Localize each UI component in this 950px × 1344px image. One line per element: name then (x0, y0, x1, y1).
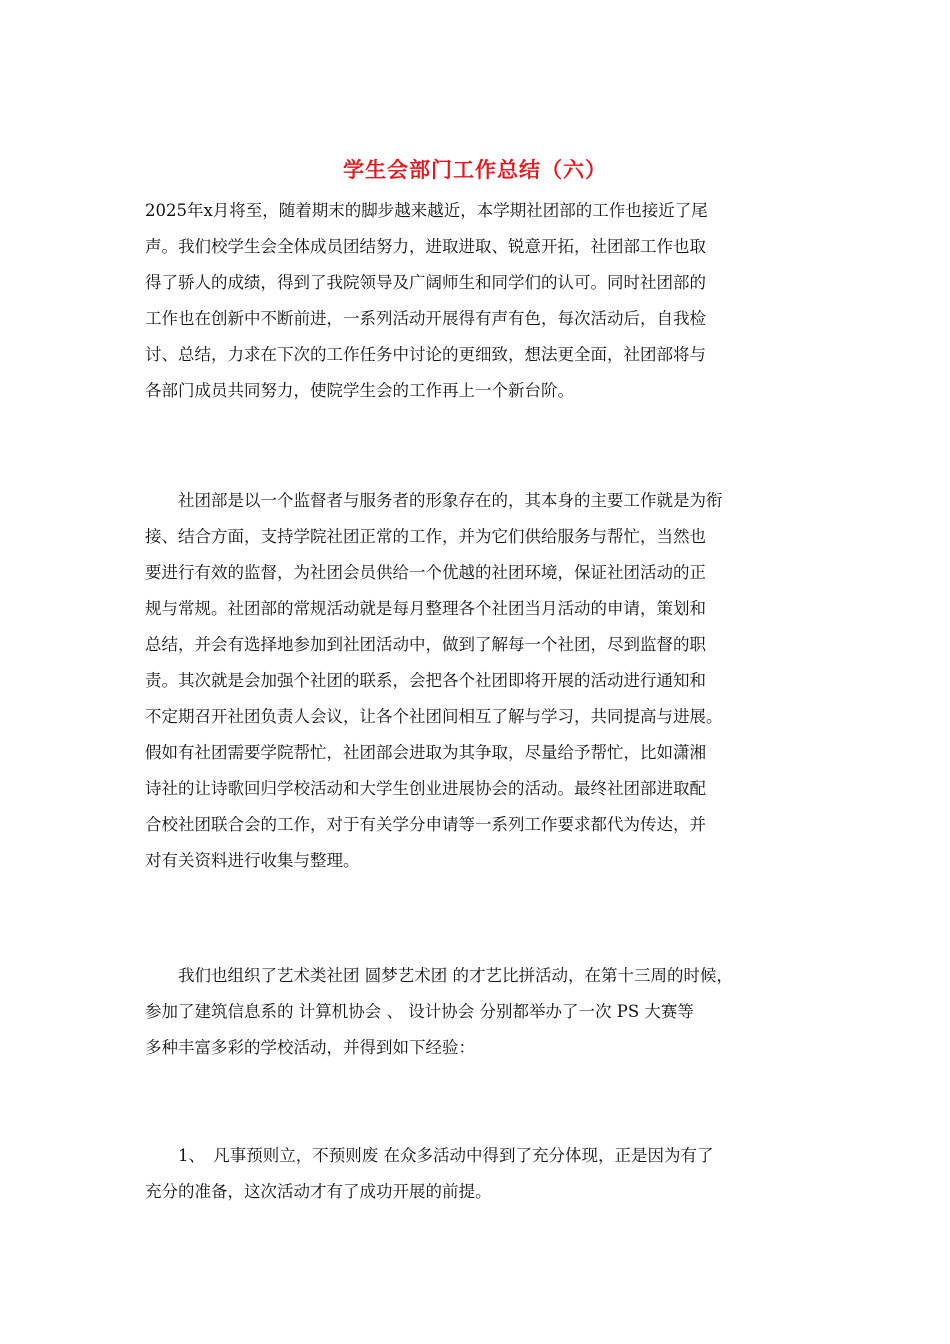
paragraph-2 (145, 483, 825, 879)
paragraph-line: 声。我们校学生会全体成员团结努力，进取进取、锐意开拓，社团部工作也取 (145, 237, 706, 256)
paragraph-line: 讨、总结，力求在下次的工作任务中讨论的更细致，想法更全面，社团部将与 (145, 345, 706, 364)
paragraph-line: 规与常规。社团部的常规活动就是每月整理各个社团当月活动的申请，策划和 (145, 599, 706, 618)
paragraph-line: 社团部是以一个监督者与服务者的形象存在的，其本身的主要工作就是为衔 (145, 491, 723, 510)
paragraph-line: 参加了建筑信息系的 计算机协会 、 设计协会 分别都举办了一次 PS 大赛等 (145, 1002, 694, 1021)
paragraph-line: 1、 凡事预则立，不预则废 在众多活动中得到了充分体现，正是因为有了 (145, 1146, 714, 1165)
paragraph-line: 多种丰富多彩的学校活动，并得到如下经验： (145, 1038, 475, 1057)
paragraph-4 (145, 1138, 825, 1210)
paragraph-line: 我们也组织了艺术类社团 圆梦艺术团 的才艺比拼活动，在第十三周的时候， (145, 966, 733, 985)
document-title: 学生会部门工作总结（六） (343, 157, 607, 182)
paragraph-line: 假如有社团需要学院帮忙，社团部会进取为其争取，尽量给予帮忙，比如潇湘 (145, 743, 706, 762)
paragraph-line: 不定期召开社团负责人会议，让各个社团间相互了解与学习，共同提高与进展。 (145, 707, 723, 726)
paragraph-line: 2025年x月将至，随着期末的脚步越来越近，本学期社团部的工作也接近了尾 (145, 201, 708, 220)
paragraph-line: 要进行有效的监督，为社团会员供给一个优越的社团环境，保证社团活动的正 (145, 563, 706, 582)
paragraph-line: 工作也在创新中不断前进，一系列活动开展得有声有色，每次活动后，自我检 (145, 309, 706, 328)
paragraph-line: 诗社的让诗歌回归学校活动和大学生创业进展协会的活动。最终社团部进取配 (145, 779, 706, 798)
paragraph-line: 总结，并会有选择地参加到社团活动中，做到了解每一个社团，尽到监督的职 (145, 635, 706, 654)
paragraph-line: 责。其次就是会加强个社团的联系，会把各个社团即将开展的活动进行通知和 (145, 671, 706, 690)
paragraph-line: 接、结合方面，支持学院社团正常的工作，并为它们供给服务与帮忙，当然也 (145, 527, 706, 546)
paragraph-line: 合校社团联合会的工作，对于有关学分申请等一系列工作要求都代为传达，并 (145, 815, 706, 834)
paragraph-line: 得了骄人的成绩，得到了我院领导及广阔师生和同学们的认可。同时社团部的 (145, 273, 706, 292)
paragraph-3 (145, 958, 825, 1066)
paragraph-line: 充分的准备，这次活动才有了成功开展的前提。 (145, 1182, 492, 1201)
paragraph-line: 对有关资料进行收集与整理。 (145, 851, 360, 870)
paragraph-line: 各部门成员共同努力，使院学生会的工作再上一个新台阶。 (145, 381, 574, 400)
paragraph-1 (145, 193, 825, 409)
